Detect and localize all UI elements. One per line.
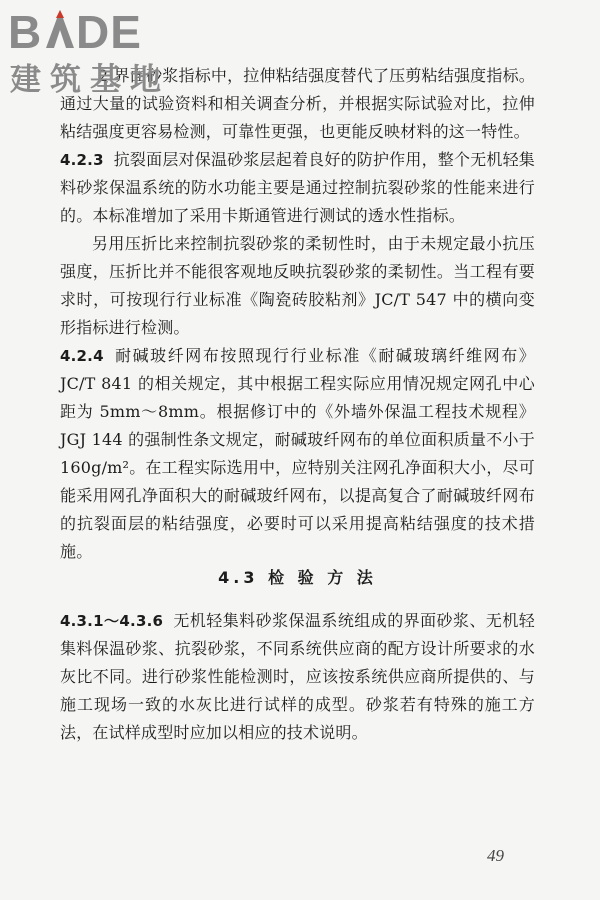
main-text-block [60, 62, 535, 566]
paragraph-interface-mortar [60, 62, 535, 146]
page-number: 49 [487, 846, 504, 865]
clause-4-2-3 [60, 146, 535, 230]
clause-4-2-4 [60, 342, 535, 566]
clause-number: 4.3.1～4.3.6 [60, 612, 164, 630]
svg-text:B: B [8, 6, 43, 58]
clause-text: 耐碱玻纤网布按照现行行业标准《耐碱玻璃纤维网布》JC/T 841 的相关规定，其中根据工程实际应用情况规定网孔中心距为 5mm～8mm。根据修订中的《外墙外保温工程技术规程》JGJ 144 的强制性条文规定，耐碱玻纤网布的单位面积质量不小于 160g/m²。在工程实际选用中，应特别关注网孔净面积大小，尽可能采用网孔净面积大的耐碱玻纤网布，以提高复合了耐碱玻纤网布的抗裂面层的粘结强度，必要时可以采用提高粘结强度的技术措施。 [60, 346, 535, 561]
svg-text:建筑基地: 建筑基地 [10, 62, 170, 96]
clause-number: 4.2.4 [60, 347, 104, 365]
section-heading: 4.3 检 验 方 法 [218, 568, 377, 587]
clause-text: 无机轻集料砂浆保温系统组成的界面砂浆、无机轻集料保温砂浆、抗裂砂浆，不同系统供应商的配方设计所要求的水灰比不同。进行砂浆性能检测时，应该按系统供应商所提供的、与施工现场一致的水灰比进行试样的成型。砂浆若有特殊的施工方法，在试样成型时应加以相应的技术说明。 [60, 611, 535, 742]
paragraph-flexibility [60, 230, 535, 342]
clause-4-3-1-to-4-3-6 [60, 607, 535, 747]
clause-number: 4.2.3 [60, 151, 104, 169]
svg-text:DE: DE [76, 6, 142, 58]
clause-text: 抗裂面层对保温砂浆层起着良好的防护作用，整个无机轻集料砂浆保温系统的防水功能主要是通过控制抗裂砂浆的性能来进行的。本标准增加了采用卡斯通管进行测试的透水性指标。 [60, 150, 535, 225]
paragraph-text: 2 界面砂浆指标中，拉伸粘结强度替代了压剪粘结强度指标。通过大量的试验资料和相关调查分析，并根据实际试验对比，拉伸粘结强度更容易检测，可靠性更强，也更能反映材料的这一特性。 [60, 66, 535, 141]
paragraph-text: 另用压折比来控制抗裂砂浆的柔韧性时，由于未规定最小抗压强度，压折比并不能很客观地反映抗裂砂浆的柔韧性。当工程有要求时，可按现行行业标准《陶瓷砖胶粘剂》JC/T 547 中的横向变形指标进行检测。 [60, 234, 535, 337]
section-text-block [60, 607, 535, 747]
